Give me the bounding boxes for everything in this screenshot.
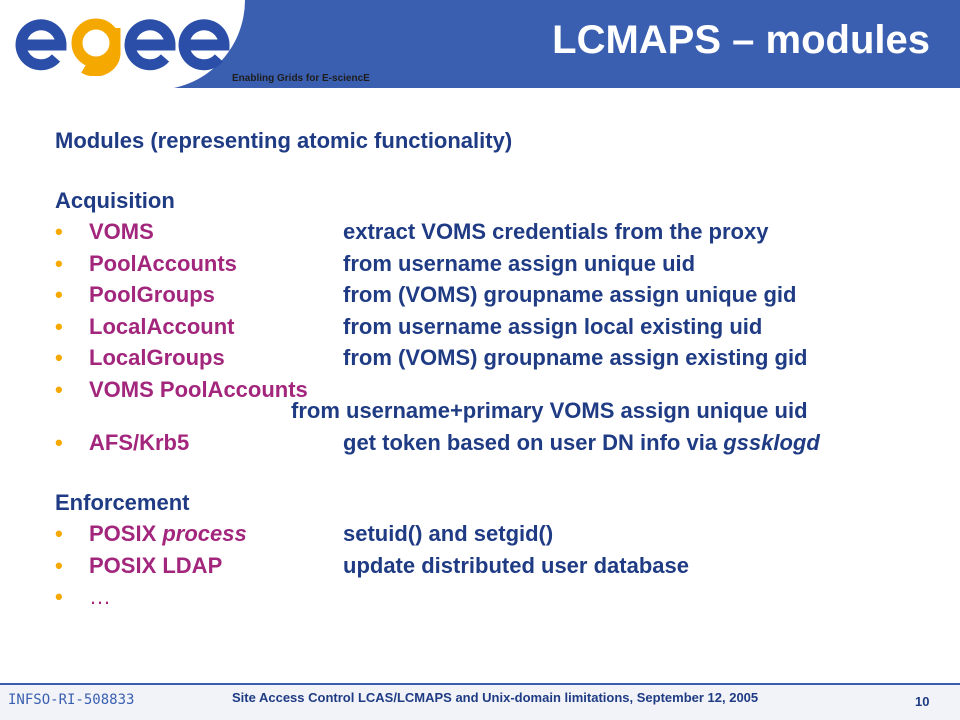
module-description: from username assign local existing uid	[343, 313, 763, 339]
list-item	[55, 248, 935, 280]
list-item	[55, 550, 935, 582]
tagline: Enabling Grids for E-sciencE	[232, 73, 370, 84]
bullet-icon: •	[55, 584, 63, 609]
list-item	[55, 311, 935, 343]
process-term: process	[162, 521, 247, 546]
bullet-icon: •	[55, 552, 63, 578]
module-description: from username+primary VOMS assign unique uid	[291, 398, 808, 423]
enforcement-heading: Enforcement	[55, 489, 190, 515]
module-name: PoolGroups	[89, 282, 215, 307]
ellipsis-item: …	[89, 584, 111, 609]
bullet-icon: •	[55, 313, 63, 339]
list-item	[55, 216, 935, 248]
gssklogd-term: gssklogd	[723, 430, 820, 455]
footer-caption: Site Access Control LCAS/LCMAPS and Unix-domain limitations, September 12, 2005	[232, 690, 759, 705]
module-name: LocalGroups	[89, 345, 225, 370]
bullet-icon: •	[55, 376, 63, 402]
list-item	[55, 427, 935, 459]
bullet-icon: •	[55, 430, 63, 455]
list-item-continuation	[55, 399, 935, 427]
module-name: PoolAccounts	[89, 250, 237, 276]
acquisition-heading: Acquisition	[55, 187, 175, 213]
bullet-icon: •	[55, 219, 63, 244]
module-name: LocalAccount	[89, 313, 235, 339]
slide-title: LCMAPS – modules	[552, 18, 930, 62]
module-name: VOMS	[89, 219, 154, 244]
bullet-icon: •	[55, 250, 63, 276]
bullet-icon: •	[55, 345, 63, 370]
bullet-icon: •	[55, 282, 63, 307]
list-item	[55, 581, 935, 613]
module-description: from (VOMS) groupname assign unique gid	[343, 282, 797, 307]
footer-project-id: INFSO-RI-508833	[8, 692, 135, 708]
list-item	[55, 518, 935, 550]
module-description: get token based on user DN info via gssklogd	[343, 430, 820, 455]
module-name: VOMS PoolAccounts	[89, 376, 308, 402]
page-number: 10	[915, 694, 930, 709]
module-description: from (VOMS) groupname assign existing gid	[343, 345, 808, 370]
list-item	[55, 342, 935, 374]
module-name: AFS/Krb5	[89, 430, 190, 455]
intro-text: Modules (representing atomic functionality)	[55, 128, 513, 153]
bullet-icon: •	[55, 521, 63, 546]
module-description: extract VOMS credentials from the proxy	[343, 219, 769, 244]
list-item	[55, 279, 935, 311]
module-description: setuid() and setgid()	[343, 521, 554, 546]
slide-content	[55, 125, 935, 613]
egee-logo	[12, 14, 232, 76]
header-bar	[0, 0, 960, 88]
module-name: POSIX LDAP	[89, 552, 223, 578]
module-description: from username assign unique uid	[343, 250, 696, 276]
module-name: POSIX process	[89, 521, 247, 546]
module-description: update distributed user database	[343, 552, 689, 578]
